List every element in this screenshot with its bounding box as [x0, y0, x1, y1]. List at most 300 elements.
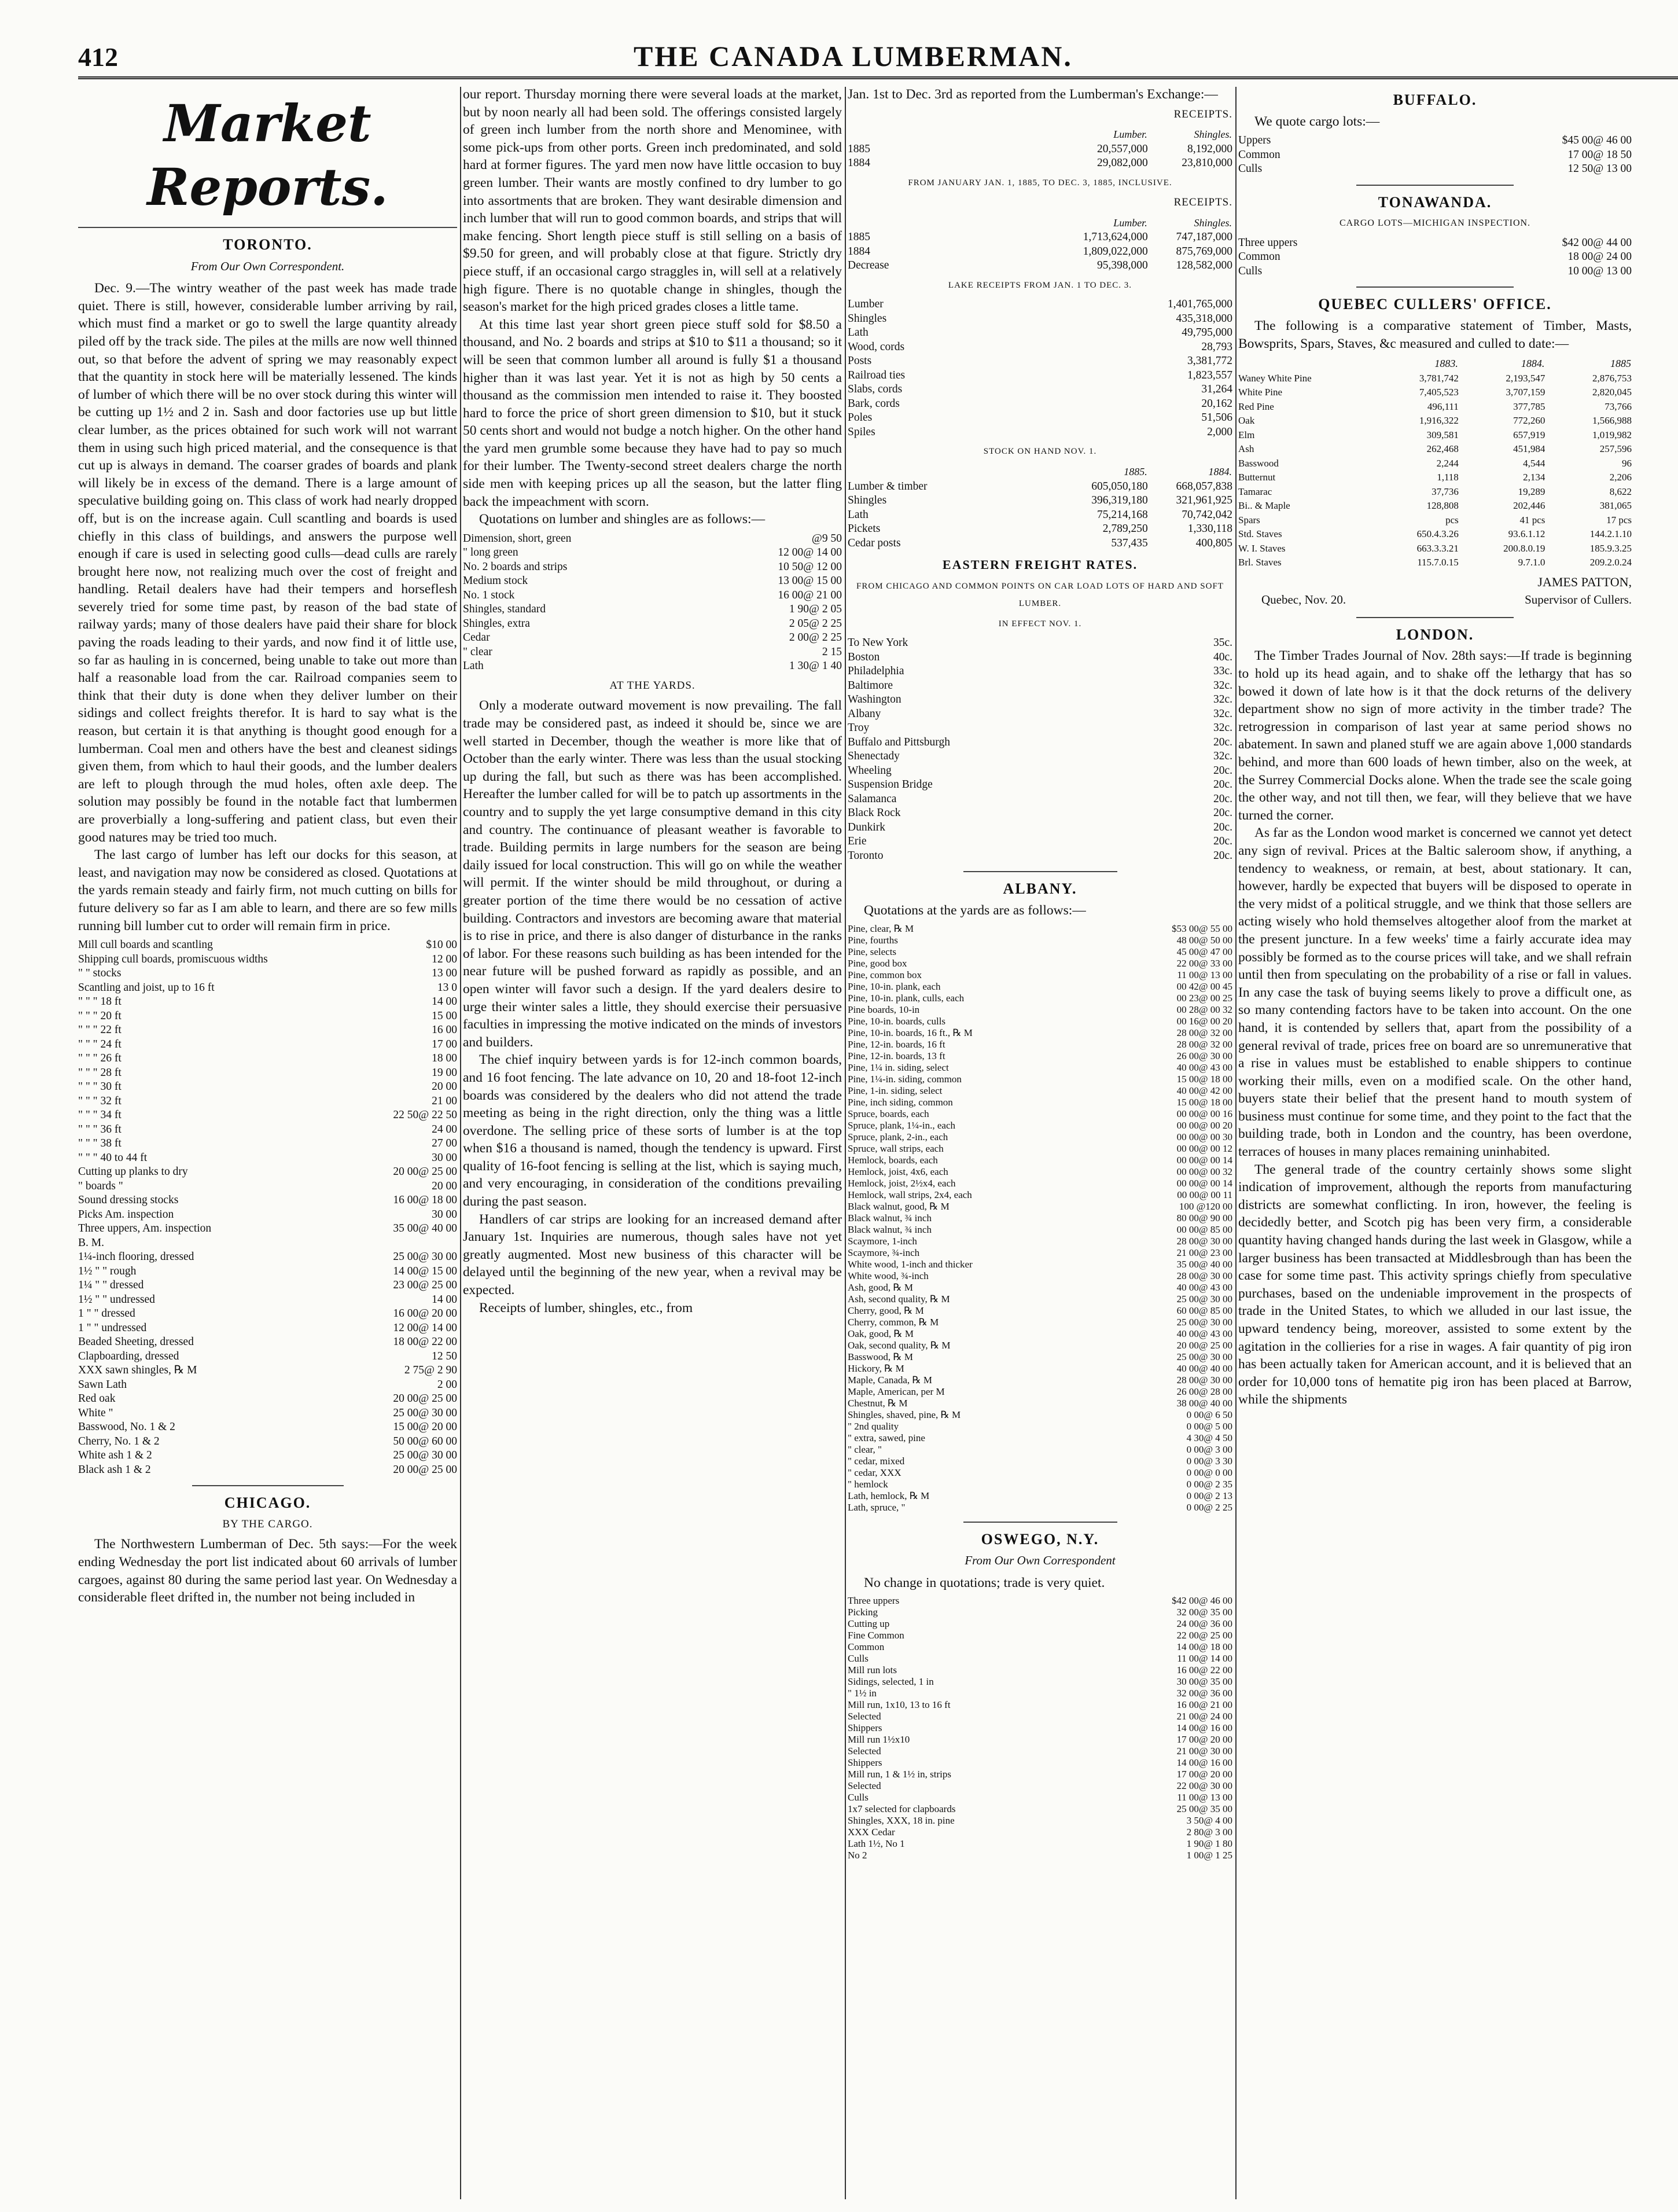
table-row — [848, 651, 1232, 665]
item-price: 2 15 — [822, 645, 842, 658]
item-price: @9 50 — [811, 532, 842, 545]
item-price: 25 00@ 30 00 — [393, 1449, 457, 1462]
table-row — [1238, 485, 1632, 499]
item-label: " cedar, mixed — [848, 1455, 905, 1467]
item-price: 31,264 — [1201, 383, 1232, 396]
table-row — [463, 574, 842, 589]
item-label: Black walnut, ¾ inch — [848, 1223, 932, 1235]
article-paragraph: The general trade of the country certainly shows some slight indication of improvement, although the reports from manufacturing districts are somewhat conflicting. In iron, however, the feeling is decidedly better, and Scotch pig has been very firm, a considerable quantity having changed hands during the last week in Glasgow, while a larger business has been transacted at Middlesbrough than has been the case for some time past. This activity springs chiefly from speculative purchases, based on the undeniable improvement in the prospects of trade in the United States, to which we alluded in our last issue, the upward tendency being, moreover, assisted to some extent by the agitation in the collieries for a rise in wages. A fair quantity of pig iron has been actually taken for American account, and it is believed that an order for 10,000 tons of hematite pig iron has been placed at Barrow, while the shipments — [1238, 1162, 1632, 1408]
row-value: 1,330,118 — [1187, 523, 1232, 535]
row-label: 1884 — [848, 245, 870, 258]
item-label: Pine, 10-in. plank, culls, each — [848, 992, 965, 1004]
price-table-buffalo — [1238, 134, 1632, 177]
item-price: 00 00@ 00 20 — [1176, 1119, 1232, 1131]
item-label: 1 " " undressed — [78, 1321, 147, 1334]
table-row — [78, 938, 457, 953]
item-label: Baltimore — [848, 679, 893, 692]
column-4 — [1238, 86, 1632, 2204]
table-row — [848, 1467, 1232, 1479]
item-price: 16 00@ 18 00 — [393, 1194, 457, 1207]
item-label: " " " 38 ft — [78, 1137, 122, 1150]
item-price: 18 00 — [432, 1052, 457, 1065]
article-paragraph: Only a moderate outward movement is now prevailing. The fall trade may be considered past, as indeed it should be, since we are well started in December, though the weather is more like that of October than the early winter. There was less than the usual stocking up during the fall, but such as there was has been accomplished. Hereafter the lumber called for will be to patch up assortments in the country and to supply the yet large consumptive demand in this city and country. The continuance of pleasant weather is favorable to trade. Building permits in large numbers for the season are being daily issued for local construction. This will go on while the weather will permit. If the winter should be mild throughout, or during a greater portion of the time there would be no cessation of active building. Contractors and investors are becoming aware that material is to rise in price, and there is also danger of disturbance in the ranks of labor. For these reasons such building as has been intended for the near future will be pushed forward as rapidly as possible, and an open winter will favor such a design. If the yard dealers desire to urge their winter sales a little, they should exercise their persuasive faculties in impressing the motive indicated on the minds of investors and builders. — [463, 698, 842, 1050]
item-label: Posts — [848, 355, 872, 368]
item-price: 24 00 — [432, 1123, 457, 1136]
item-price: 48 00@ 50 00 — [1176, 934, 1232, 946]
item-price: 14 00@ 16 00 — [1176, 1757, 1232, 1769]
item-label: B. M. — [78, 1236, 104, 1249]
row-label: 1885 — [848, 231, 870, 244]
item-price: 0 00@ 5 00 — [1186, 1420, 1232, 1432]
table-row — [848, 1803, 1232, 1815]
item-price: $45 00@ 46 00 — [1562, 134, 1632, 147]
item-label: " " " 32 ft — [78, 1094, 122, 1107]
item-label: Slabs, cords — [848, 383, 903, 396]
item-price: 32c. — [1213, 750, 1232, 763]
item-label: Pine, 10-in. plank, each — [848, 980, 941, 992]
row-label: Oak — [1238, 415, 1255, 427]
masthead-market-reports: Market Reports. — [147, 93, 388, 217]
row-value: 128,582,000 — [1176, 259, 1232, 272]
table-row — [1238, 236, 1632, 251]
item-price: 49,795,000 — [1182, 326, 1232, 339]
table-row — [1238, 513, 1632, 528]
article-paragraph: The following is a comparative statement of Timber, Masts, Bowsprits, Spars, Staves, &c measured and culled to date:— — [1238, 318, 1632, 351]
item-label: Wood, cords — [848, 340, 905, 353]
item-price: 15 00@ 18 00 — [1176, 1073, 1232, 1085]
item-label: Oak, second quality, ℞ M — [848, 1339, 951, 1351]
row-value: 2,134 — [1523, 472, 1545, 483]
table-row — [848, 636, 1232, 651]
item-label: Sawn Lath — [78, 1378, 127, 1391]
item-label: Boston — [848, 651, 880, 663]
table-row — [848, 923, 1232, 935]
table-row — [78, 1321, 457, 1336]
row-value: 396,319,180 — [1091, 494, 1148, 507]
row-value: 70,742,042 — [1182, 508, 1232, 521]
item-label: Toronto — [848, 849, 884, 862]
item-label: Lath, hemlock, ℞ M — [848, 1490, 930, 1501]
item-price: 16 00@ 21 00 — [778, 589, 842, 601]
row-label: Std. Staves — [1238, 528, 1282, 540]
item-label: Pine, 1-in. siding, select — [848, 1085, 943, 1096]
item-label: " " " 40 to 44 ft — [78, 1151, 148, 1164]
item-price: 16 00 — [432, 1024, 457, 1037]
row-label: Basswood — [1238, 457, 1279, 469]
item-label: 1¼-inch flooring, dressed — [78, 1251, 194, 1263]
row-label: Decrease — [848, 259, 889, 272]
row-value: 3,707,159 — [1506, 387, 1545, 398]
table-row — [78, 981, 457, 995]
item-price: 50 00@ 60 00 — [393, 1435, 457, 1447]
item-label: " clear — [463, 645, 492, 658]
table-row — [78, 1023, 457, 1038]
item-price: 2 00@ 2 25 — [789, 631, 842, 644]
byline: From Our Own Correspondent. — [190, 259, 345, 273]
item-price: 20 00 — [432, 1081, 457, 1093]
table-row — [848, 1815, 1232, 1827]
table-row — [463, 631, 842, 645]
price-table-chicago — [463, 532, 842, 674]
item-label: Sound dressing stocks — [78, 1194, 179, 1207]
table-row — [848, 1062, 1232, 1074]
item-label: Cherry, good, ℞ M — [848, 1305, 924, 1316]
table-row — [848, 1039, 1232, 1050]
item-label: Black Rock — [848, 807, 901, 820]
item-label: " " " 26 ft — [78, 1052, 122, 1065]
row-value: 37,736 — [1432, 486, 1459, 497]
item-price: 20c. — [1213, 764, 1232, 777]
item-label: Spiles — [848, 425, 875, 438]
table-row — [848, 707, 1232, 722]
item-label: Pine, 1¼-in. siding, common — [848, 1073, 962, 1085]
item-label: Selected — [848, 1746, 881, 1757]
table-row — [848, 1769, 1232, 1780]
table-row — [848, 1386, 1232, 1398]
table-row — [78, 1108, 457, 1123]
item-price: 1 90@ 1 80 — [1186, 1838, 1232, 1850]
section-heading-quebec: QUEBEC CULLERS' OFFICE. — [1318, 296, 1552, 313]
item-label: " " " 34 ft — [78, 1109, 122, 1122]
table-row — [848, 1676, 1232, 1688]
item-price: 25 00@ 30 00 — [1176, 1351, 1232, 1362]
table-row — [78, 1449, 457, 1463]
row-value: 321,961,925 — [1176, 494, 1232, 507]
freight-table — [848, 636, 1232, 863]
item-price: 11 00@ 13 00 — [1177, 1792, 1232, 1803]
table-label: RECEIPTS. — [1173, 108, 1232, 120]
table-row — [848, 1664, 1232, 1676]
row-label: Pickets — [848, 523, 881, 535]
article-paragraph: Handlers of car strips are looking for an increased demand after January 1st. Inquiries are numerous, though sales have not yet greatly augmented. Most new business of this character will be delayed until the beginning of the new year, when a revival may be expected. — [463, 1211, 842, 1298]
item-price: 0 00@ 0 00 — [1186, 1467, 1232, 1478]
divider — [1356, 617, 1514, 618]
table-row — [848, 312, 1232, 326]
item-price: 19 00 — [432, 1066, 457, 1079]
item-label: Mill run, 1x10, 13 to 16 ft — [848, 1699, 951, 1711]
row-value: 41 pcs — [1519, 514, 1545, 526]
article-paragraph: The Timber Trades Journal of Nov. 28th says:—If trade is beginning to hold up its head again, and to shake off the lethargy that has so bowed it down of late how is it that the dock returns of the delivery department show no sign of more activity in the timber trade? The retrogression in comparison of last year at same period shows no abatement. In sawn and planed stuff we are again above 1,000 standards behind, and more than 600 loads of hewn timber, also on the week, at the Surrey Commercial Docks alone. When the trade see the scale going the other way, and not till then, we fear, will they believe that we have turned the corner. — [1238, 648, 1632, 823]
item-label: Culls — [848, 1653, 869, 1664]
row-value: 451,984 — [1513, 443, 1545, 455]
item-price: 35c. — [1213, 637, 1232, 649]
row-value: 8,622 — [1609, 486, 1632, 497]
item-price: 14 00@ 18 00 — [1176, 1641, 1232, 1653]
table-row — [848, 1711, 1232, 1722]
item-label: " " " 18 ft — [78, 995, 122, 1008]
table-label: RECEIPTS. — [1173, 196, 1232, 209]
item-price: 20 00@ 25 00 — [393, 1463, 457, 1476]
table-row — [848, 369, 1232, 383]
row-label: Cedar posts — [848, 537, 901, 549]
item-label: Albany — [848, 707, 881, 720]
item-price: 20c. — [1213, 792, 1232, 805]
item-price: 32c. — [1213, 693, 1232, 706]
table-row — [1238, 428, 1632, 443]
table-row — [1238, 400, 1632, 414]
item-price: 20 00@ 25 00 — [393, 1166, 457, 1178]
item-price: 00 00@ 00 11 — [1177, 1189, 1232, 1200]
row-value: 2,876,753 — [1592, 372, 1632, 384]
row-value: 3,781,742 — [1419, 372, 1459, 384]
item-price: 0 00@ 2 13 — [1186, 1490, 1232, 1501]
item-price: 13 00@ 15 00 — [778, 575, 842, 587]
item-price: 0 00@ 2 25 — [1186, 1501, 1232, 1513]
table-row — [78, 967, 457, 981]
item-price: 12 50 — [432, 1350, 457, 1362]
item-price: 40 00@ 40 00 — [1176, 1362, 1232, 1374]
table-row — [1238, 372, 1632, 386]
item-price: 1,401,765,000 — [1167, 298, 1232, 311]
item-label: Spruce, plank, 1¼-in., each — [848, 1119, 955, 1131]
article-paragraph: Dec. 9.—The wintry weather of the past week has made trade quiet. There is still, however, considerable lumber arriving by rail, which must find a market or go to swell the large quantity already piled off by the track side. The piles at the mills are now well thinned out, so that before the advent of spring we may reasonably expect that the quantity in stock here will be materially lessened. The kinds of lumber of which there will be no over stock during this winter will be cutting up 1½ and 2 in. Sash and door factories use up but little clear lumber, as the prices obtained for such work will not warrant them in using such high priced material, and the consequence is that cut up is always in demand. The coarser grades of boards and plank will likely be in excess of the demand. There is a large amount of speculative building going on. This class of work had nearly dropped off, but is on the increase again. Cull scantling and boards is used chiefly in this class of buildings, and answers the purpose well enough if care is used in selecting good culls—dead culls are rarely brought here now, not realizing much over the cost of freight and handling. Retail dealers have had their tempers and horseflesh severely tried for some time past, by reason of the bad state of railway yards; many of those dealers have paid their share for block paving the roads leading to their yards, and now find it of little use, so far as hauling in is concerned, being unable to take out more than half a reasonable load from the car. Railroad companies seem to think that their duty is done when they deliver lumber on their sidings and collect freights therefor. It is hard to say what is the reason, but certain it is that anything is thought good enough for a lumberman. Coal men and others have the best and cleanest sidings given them, from which to haul their goods, and the lumber dealers are left to plough through the mud holes, often axle deep. The solution may possibly be found in the notable fact that lumbermen are proverbially a long-suffering and patient class, but even their good natures may be tried too much. — [78, 281, 457, 845]
item-price: 12 00 — [432, 953, 457, 965]
item-label: Beaded Sheeting, dressed — [78, 1336, 194, 1348]
row-value: 9.7.1.0 — [1518, 557, 1545, 568]
item-label: Bark, cords — [848, 397, 900, 410]
column-divider — [845, 87, 846, 2199]
row-value: 2,244 — [1436, 457, 1459, 469]
item-price: 25 00@ 30 00 — [393, 1251, 457, 1263]
item-price: 20 00@ 25 00 — [393, 1392, 457, 1405]
item-price: 26 00@ 30 00 — [1176, 1050, 1232, 1061]
item-label: Salamanca — [848, 792, 897, 805]
item-label: Pine, good box — [848, 957, 907, 969]
article-paragraph: The last cargo of lumber has left our docks for this season, at least, and navigation may now be considered as closed. Quotations at the yards remain steady and fairly firm, not much cutting on bills for future delivery so far as I am able to learn, and there are so few mills running bill lumber cut to order will remain firm in price. — [78, 847, 457, 934]
receipts-table — [848, 127, 1232, 171]
item-label: White wood, ¾-inch — [848, 1270, 929, 1281]
row-value: 93.6.1.12 — [1508, 528, 1545, 540]
item-price: 17 00@ 20 00 — [1176, 1734, 1232, 1746]
col-header: Shingles. — [1194, 216, 1232, 229]
table-row — [78, 1350, 457, 1364]
table-row — [848, 1827, 1232, 1838]
row-value: 75,214,168 — [1096, 508, 1148, 521]
table-row — [463, 532, 842, 546]
item-price: 20c. — [1213, 778, 1232, 791]
column-divider — [1235, 87, 1237, 2199]
col-header: Lumber. — [1113, 216, 1147, 229]
table-row — [848, 522, 1232, 537]
table-row — [848, 1375, 1232, 1386]
item-label: " " stocks — [78, 967, 122, 980]
item-price: 32c. — [1213, 707, 1232, 720]
item-label: Pine, clear, ℞ M — [848, 923, 914, 934]
table-row — [848, 1224, 1232, 1236]
row-value: 381,065 — [1599, 500, 1632, 512]
article-paragraph: Jan. 1st to Dec. 3rd as reported from the Lumberman's Exchange:— — [848, 87, 1218, 102]
table-row — [78, 1293, 457, 1307]
item-label: Black walnut, good, ℞ M — [848, 1200, 950, 1212]
item-price: 28 00@ 32 00 — [1176, 1027, 1232, 1038]
item-label: White wood, 1-inch and thicker — [848, 1258, 973, 1270]
row-value: 20,557,000 — [1096, 142, 1148, 155]
item-price: 11 00@ 14 00 — [1177, 1653, 1232, 1664]
item-price: 1 90@ 2 05 — [789, 603, 842, 616]
row-value: 650.4.3.26 — [1416, 528, 1459, 540]
item-label: Lath 1½, No 1 — [848, 1838, 905, 1850]
table-row — [848, 1189, 1232, 1201]
item-label: Shingles, extra — [463, 617, 530, 630]
table-row — [463, 546, 842, 560]
table-row — [1238, 250, 1632, 264]
row-value: 200.8.0.19 — [1503, 542, 1545, 554]
item-price: 1,823,557 — [1187, 369, 1232, 381]
item-label: Wheeling — [848, 764, 892, 777]
table-row — [848, 1236, 1232, 1247]
price-table-tonawanda — [1238, 236, 1632, 279]
item-label: Mill run lots — [848, 1664, 897, 1676]
item-price: 10 50@ 12 00 — [778, 560, 842, 573]
table-row — [848, 981, 1232, 993]
item-label: Lumber — [848, 298, 884, 311]
item-label: Cutting up — [848, 1618, 890, 1630]
item-price: 80 00@ 90 00 — [1176, 1212, 1232, 1223]
item-price: 16 00@ 20 00 — [393, 1307, 457, 1320]
item-label: " " " 24 ft — [78, 1038, 122, 1050]
item-label: Spruce, wall strips, each — [848, 1142, 944, 1154]
table-row — [78, 1094, 457, 1109]
table-row — [1238, 499, 1632, 513]
item-price: 00 00@ 00 12 — [1176, 1142, 1232, 1154]
row-value: 144.2.1.10 — [1589, 528, 1632, 540]
table-row — [848, 1607, 1232, 1618]
table-row — [78, 1463, 457, 1478]
table-row — [848, 297, 1232, 312]
row-value: 309,581 — [1426, 429, 1459, 440]
col-header: Shingles. — [1194, 128, 1232, 141]
item-price: 13 00 — [432, 967, 457, 980]
item-price: 21 00@ 23 00 — [1176, 1247, 1232, 1258]
table-row — [848, 679, 1232, 693]
item-label: Uppers — [1238, 134, 1271, 147]
item-price: 28 00@ 30 00 — [1176, 1235, 1232, 1247]
table-row — [848, 1259, 1232, 1270]
table-row — [848, 494, 1232, 508]
table-row — [848, 156, 1232, 171]
row-value: 115.7.0.15 — [1417, 557, 1459, 568]
item-label: Maple, Canada, ℞ M — [848, 1374, 933, 1386]
item-price: 1 30@ 1 40 — [789, 660, 842, 673]
table-row — [848, 969, 1232, 981]
table-row — [848, 1502, 1232, 1513]
row-value: 2,206 — [1609, 472, 1632, 483]
item-label: Pine, 1¼ in. siding, select — [848, 1061, 949, 1073]
row-label: Lath — [848, 508, 869, 521]
table-row — [848, 1444, 1232, 1456]
table-row — [848, 1398, 1232, 1409]
item-label: Picking — [848, 1607, 878, 1618]
item-price: 00 23@ 00 25 — [1176, 992, 1232, 1004]
table-row — [848, 326, 1232, 340]
item-label: Selected — [848, 1780, 881, 1792]
item-label: " " " 20 ft — [78, 1009, 122, 1022]
table-row — [848, 1618, 1232, 1630]
item-label: Scaymore, 1-inch — [848, 1235, 917, 1247]
item-label: Red oak — [78, 1392, 116, 1405]
table-row — [848, 1850, 1232, 1861]
column-1 — [78, 86, 457, 2204]
table-row — [463, 602, 842, 617]
item-price: 32c. — [1213, 679, 1232, 692]
item-label: Selected — [848, 1711, 881, 1722]
item-price: 20c. — [1213, 736, 1232, 748]
item-price: 60 00@ 85 00 — [1176, 1305, 1232, 1316]
section-heading-tonawanda: TONAWANDA. — [1378, 193, 1492, 211]
article-paragraph: Receipts of lumber, shingles, etc., from — [479, 1300, 693, 1316]
item-label: Basswood, ℞ M — [848, 1351, 913, 1362]
table-label: LAKE RECEIPTS FROM JAN. 1 TO DEC. 3. — [948, 280, 1132, 290]
item-label: " " " 30 ft — [78, 1081, 122, 1093]
item-label: No 2 — [848, 1850, 867, 1861]
item-label: Common — [1238, 148, 1280, 161]
item-label: White ash 1 & 2 — [78, 1449, 152, 1462]
subheading: IN EFFECT NOV. 1. — [998, 619, 1082, 629]
section-heading-london: LONDON. — [1396, 626, 1474, 643]
item-price: 20c. — [1213, 807, 1232, 820]
item-label: Picks Am. inspection — [78, 1208, 174, 1221]
item-label: White " — [78, 1406, 113, 1419]
item-price: 22 00@ 30 00 — [1176, 1780, 1232, 1792]
item-price: 16 00@ 21 00 — [1176, 1699, 1232, 1711]
row-label: Shingles — [848, 494, 887, 507]
table-row — [848, 230, 1232, 245]
section-heading-albany: ALBANY. — [1003, 880, 1077, 898]
item-price: 27 00 — [432, 1137, 457, 1150]
table-row — [78, 953, 457, 967]
item-price: 00 00@ 00 14 — [1176, 1154, 1232, 1166]
item-label: Oak, good, ℞ M — [848, 1328, 914, 1339]
item-label: Shipping cull boards, promiscuous widths — [78, 953, 268, 965]
item-price: 0 00@ 3 30 — [1186, 1455, 1232, 1467]
table-row — [848, 1363, 1232, 1375]
table-row — [1238, 457, 1632, 471]
table-row — [848, 1421, 1232, 1432]
item-label: Clapboarding, dressed — [78, 1350, 179, 1362]
item-price: 0 00@ 2 35 — [1186, 1478, 1232, 1490]
item-label: Hemlock, joist, 4x6, each — [848, 1166, 948, 1177]
article-paragraph: Quotations on lumber and shingles are as follows:— — [479, 512, 766, 527]
table-row — [848, 1270, 1232, 1282]
row-value: 772,260 — [1513, 415, 1545, 427]
item-label: Scaymore, ¾-inch — [848, 1247, 920, 1258]
item-label: Pine boards, 10-in — [848, 1004, 920, 1015]
table-row — [848, 1409, 1232, 1421]
item-price: 22 50@ 22 50 — [393, 1109, 457, 1122]
item-price: 21 00@ 24 00 — [1176, 1711, 1232, 1722]
item-price: 23 00@ 25 00 — [393, 1279, 457, 1292]
item-label: Railroad ties — [848, 369, 906, 381]
item-label: Buffalo and Pittsburgh — [848, 736, 950, 748]
table-row — [78, 1137, 457, 1151]
table-row — [78, 1123, 457, 1137]
table-row — [848, 1027, 1232, 1039]
table-row — [78, 1165, 457, 1180]
table-row — [848, 1641, 1232, 1653]
table-row — [848, 849, 1232, 864]
table-row — [848, 1178, 1232, 1189]
row-value: 95,398,000 — [1096, 259, 1148, 272]
item-price: 17 00 — [432, 1038, 457, 1050]
table-row — [848, 935, 1232, 946]
item-label: Sidings, selected, 1 in — [848, 1676, 934, 1688]
item-price: 28 00@ 30 00 — [1176, 1374, 1232, 1386]
table-label: FROM JANUARY JAN. 1, 1885, TO DEC. 3, 1885, INCLUSIVE. — [908, 178, 1172, 188]
subheading-at-the-yards: AT THE YARDS. — [609, 679, 696, 692]
row-value: pcs — [1445, 514, 1459, 526]
row-value: 2,193,547 — [1506, 372, 1545, 384]
item-price: 40c. — [1213, 651, 1232, 663]
